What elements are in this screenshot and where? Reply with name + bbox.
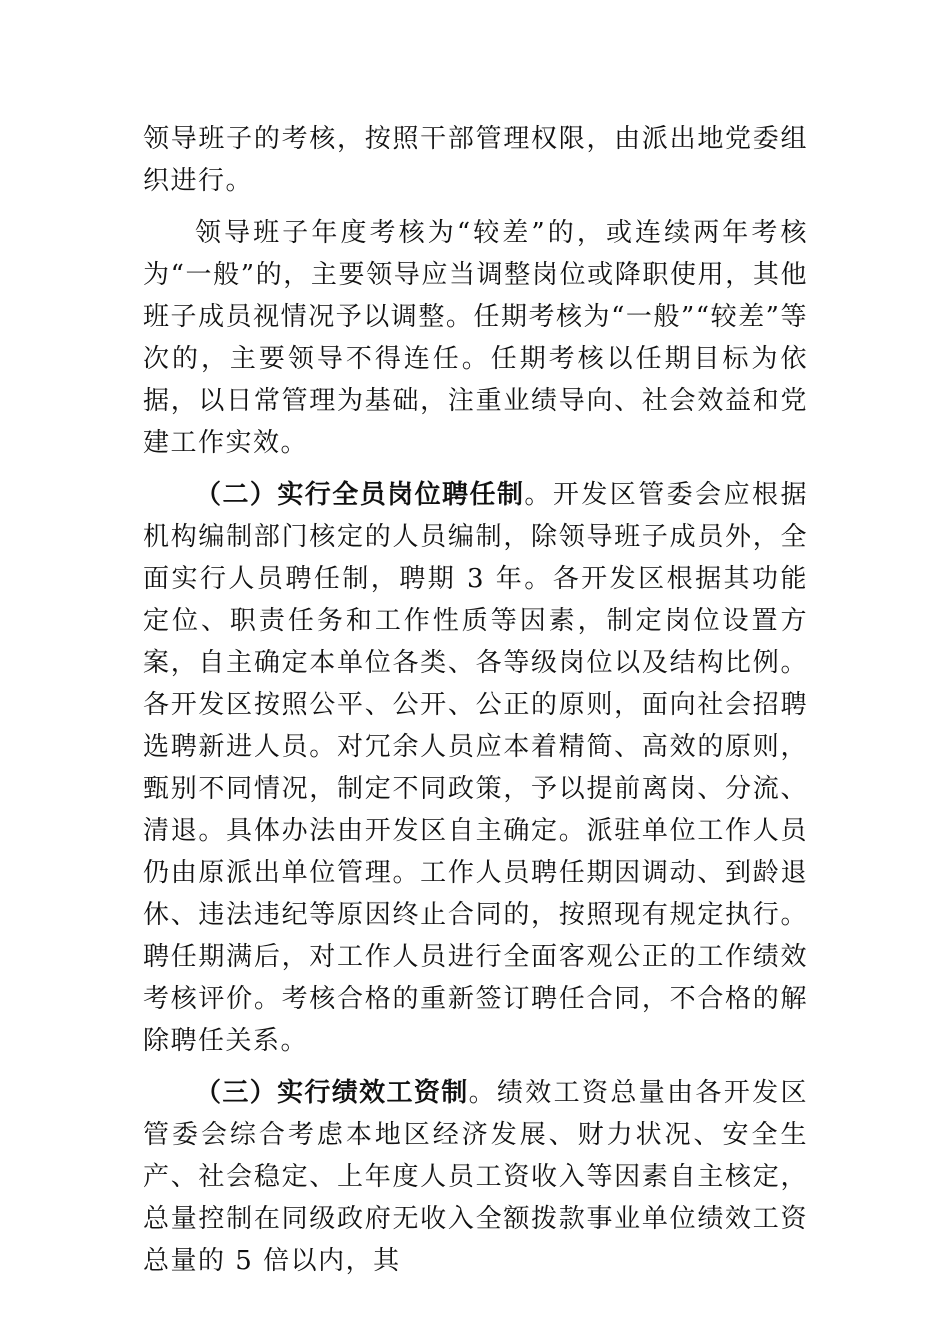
document-body xyxy=(143,118,808,1282)
paragraph-4 xyxy=(143,1072,808,1282)
section-heading-2: （二）实行全员岗位聘任制 xyxy=(195,480,525,510)
paragraph-3-text: 。开发区管委会应根据机构编制部门核定的人员编制，除领导班子成员外，全面实行人员聘任制，聘期 3 年。各开发区根据其功能定位、职责任务和工作性质等因素，制定岗位设置方案，自主确定本单位各类、各等级岗位以及结构比例。各开发区按照公平、公开、公正的原则，面向社会招聘选聘新进人员。对冗余人员应本着精简、高效的原则，甄别不同情况，制定不同政策，予以提前离岗、分流、清退。具体办法由开发区自主确定。派驻单位工作人员仍由原派出单位管理。工作人员聘任期因调动、到龄退休、违法违纪等原因终止合同的，按照现有规定执行。聘任期满后，对工作人员进行全面客观公正的工作绩效考核评价。考核合格的重新签订聘任合同，不合格的解除聘任关系。 xyxy=(143,480,808,1056)
section-heading-3: （三）实行绩效工资制 xyxy=(195,1078,469,1108)
paragraph-3 xyxy=(143,474,808,1062)
paragraph-4-text: 。绩效工资总量由各开发区管委会综合考虑本地区经济发展、财力状况、安全生产、社会稳定、上年度人员工资收入等因素自主核定，总量控制在同级政府无收入全额拨款事业单位绩效工资总量的 5 倍以内，其 xyxy=(143,1078,808,1276)
paragraph-1 xyxy=(143,118,808,202)
paragraph-2-text: 领导班子年度考核为“较差”的，或连续两年考核为“一般”的，主要领导应当调整岗位或降职使用，其他班子成员视情况予以调整。任期考核为“一般”“较差”等次的，主要领导不得连任。任期考核以任期目标为依据，以日常管理为基础，注重业绩导向、社会效益和党建工作实效。 xyxy=(143,218,808,458)
paragraph-1-text: 领导班子的考核，按照干部管理权限，由派出地党委组织进行。 xyxy=(143,124,808,196)
paragraph-2 xyxy=(143,212,808,464)
